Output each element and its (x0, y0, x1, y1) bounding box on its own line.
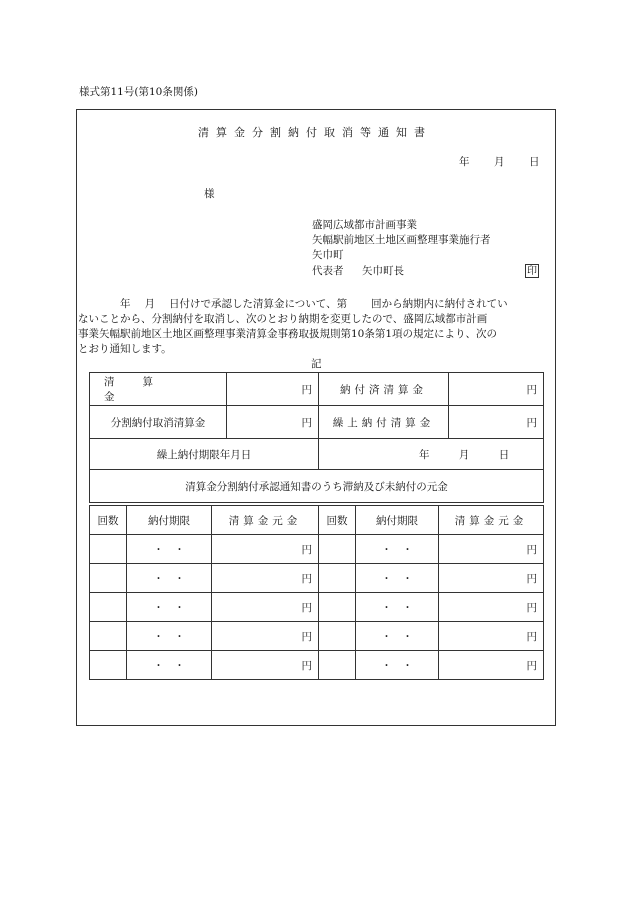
yen-unit: 円 (301, 630, 312, 643)
cell-kuriage-value (449, 406, 544, 439)
bunkatsu-torikeshi-label: 分割納付取消清算金 (110, 416, 206, 429)
installment-row (90, 651, 544, 680)
kigen-cell (127, 651, 212, 680)
kigen-cell (356, 651, 439, 680)
ganking-cell (212, 535, 319, 564)
kigen-cell (356, 535, 439, 564)
cell-bunkatsu-value (227, 406, 319, 439)
date-dots: ・ ・ (153, 543, 185, 556)
overdue-header: 清算金分割納付承認通知書のうち滞納及び未納付の元金 (185, 480, 448, 493)
ganking-cell (212, 564, 319, 593)
kigen-cell (356, 564, 439, 593)
body-line-3: 事業矢幅駅前地区土地区画整理事業清算金事務取扱規則第10条第1項の規定により、次の (78, 328, 498, 340)
date-dots: ・ ・ (153, 572, 185, 585)
kigen-month: 月 (458, 448, 470, 461)
header-kaisu-left: 回数 (90, 506, 127, 535)
cell-nofu-zumi-value (449, 373, 544, 406)
ki-label: 記 (311, 358, 322, 370)
issuer-line-3: 矢巾町 (312, 249, 344, 261)
header-kaisu-right: 回数 (319, 506, 356, 535)
date-year: 年 (459, 156, 470, 168)
kigen-cell (127, 564, 212, 593)
ganking-cell (212, 622, 319, 651)
installment-row (90, 593, 544, 622)
kigen-year: 年 (419, 448, 430, 461)
kuriage-kigen-label: 繰上納付期限年月日 (156, 448, 252, 461)
form-number-label: 様式第11号(第10条関係) (79, 86, 198, 98)
issuer-line-2: 矢幅駅前地区土地区画整理事業施行者 (312, 234, 491, 246)
kigen-cell (127, 535, 212, 564)
document-title: 清算金分割納付取消等通知書 (198, 126, 432, 139)
yen-unit: 円 (301, 601, 312, 614)
kaisu-cell (90, 535, 127, 564)
notice-body (78, 297, 552, 357)
kaisu-cell (90, 622, 127, 651)
cell-seisankin-value (227, 373, 319, 406)
issuer-rep-label: 代表者 (312, 265, 344, 277)
kaisu-cell (90, 651, 127, 680)
kaisu-cell (319, 651, 356, 680)
date-dots: ・ ・ (381, 601, 413, 614)
issuer-rep-name: 矢巾町長 (362, 265, 404, 277)
installment-table-body (90, 506, 544, 680)
date-dots: ・ ・ (153, 659, 185, 672)
cell-nofu-zumi-label (319, 373, 449, 406)
kaisu-cell (319, 535, 356, 564)
header-ganking-right: 清算金元金 (439, 506, 544, 535)
nofu-zumi-label: 納付済清算金 (340, 383, 427, 396)
header-kigen-right: 納付期限 (356, 506, 439, 535)
installment-row (90, 535, 544, 564)
ganking-cell (212, 593, 319, 622)
summary-table (89, 372, 544, 503)
kigen-cell (127, 593, 212, 622)
installment-table (89, 505, 544, 680)
yen-unit: 円 (526, 383, 537, 396)
yen-unit: 円 (301, 543, 312, 556)
seisankin-label: 清算金 (104, 376, 181, 403)
kaisu-cell (319, 593, 356, 622)
date-day: 日 (529, 156, 540, 168)
seal-mark: 印 (527, 266, 537, 277)
date-dots: ・ ・ (381, 543, 413, 556)
installment-row (90, 622, 544, 651)
date-dots: ・ ・ (381, 572, 413, 585)
installment-row (90, 564, 544, 593)
cell-bunkatsu-label (90, 406, 227, 439)
ganking-cell (439, 535, 544, 564)
kaisu-cell (319, 564, 356, 593)
cell-kuriage-label (319, 406, 449, 439)
kaisu-cell (90, 564, 127, 593)
date-month: 月 (494, 156, 505, 168)
yen-unit: 円 (301, 659, 312, 672)
kigen-day: 日 (498, 448, 510, 461)
yen-unit: 円 (301, 572, 312, 585)
installment-header-row (90, 506, 544, 535)
kaisu-cell (319, 622, 356, 651)
date-dots: ・ ・ (153, 601, 185, 614)
cell-seisankin-label (90, 373, 227, 406)
kaisu-cell (90, 593, 127, 622)
kigen-cell (356, 593, 439, 622)
yen-unit: 円 (526, 601, 537, 614)
yen-unit: 円 (526, 630, 537, 643)
issuer-line-1: 盛岡広域都市計画事業 (312, 219, 417, 231)
ganking-cell (439, 593, 544, 622)
body-line-4: とおり通知します。 (78, 343, 172, 355)
body-line-1: 年 月 日付けで承認した清算金について、第 回から納期内に納付されてい (120, 298, 508, 310)
date-dots: ・ ・ (153, 630, 185, 643)
header-ganking-left: 清算金元金 (212, 506, 319, 535)
yen-unit: 円 (526, 659, 537, 672)
yen-unit: 円 (526, 416, 537, 429)
ganking-cell (439, 564, 544, 593)
cell-kuriage-kigen-date (319, 439, 544, 470)
yen-unit: 円 (526, 572, 537, 585)
date-dots: ・ ・ (381, 630, 413, 643)
date-dots: ・ ・ (381, 659, 413, 672)
cell-kuriage-kigen-label (90, 439, 319, 470)
yen-unit: 円 (301, 383, 312, 396)
yen-unit: 円 (526, 543, 537, 556)
header-kigen-left: 納付期限 (127, 506, 212, 535)
kuriage-seisankin-label: 繰上納付清算金 (332, 416, 435, 429)
ganking-cell (439, 622, 544, 651)
ganking-cell (212, 651, 319, 680)
kigen-cell (127, 622, 212, 651)
cell-overdue-header (90, 470, 544, 503)
ganking-cell (439, 651, 544, 680)
yen-unit: 円 (301, 416, 312, 429)
kigen-cell (356, 622, 439, 651)
body-line-2: ないことから、分割納付を取消し、次のとおり納期を変更したので、盛岡広域都市計画 (78, 313, 488, 325)
addressee-suffix: 様 (204, 188, 215, 200)
